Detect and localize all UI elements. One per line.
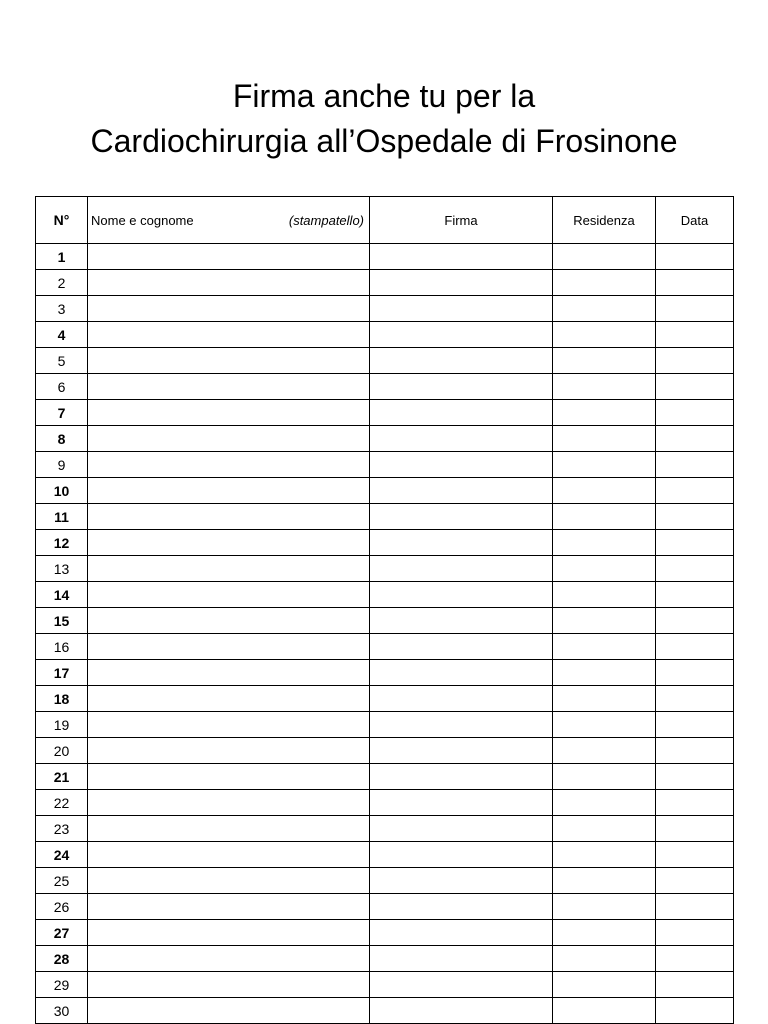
signature-cell[interactable]	[370, 478, 553, 504]
row-number: 20	[36, 738, 88, 764]
date-cell[interactable]	[656, 842, 734, 868]
table-row	[36, 608, 734, 634]
signature-cell[interactable]	[370, 868, 553, 894]
date-cell[interactable]	[656, 764, 734, 790]
date-cell[interactable]	[656, 556, 734, 582]
residence-cell[interactable]	[553, 842, 656, 868]
row-number: 2	[36, 270, 88, 296]
residence-cell[interactable]	[553, 946, 656, 972]
table-row	[36, 842, 734, 868]
date-cell[interactable]	[656, 946, 734, 972]
residence-cell[interactable]	[553, 530, 656, 556]
residence-cell[interactable]	[553, 608, 656, 634]
residence-cell[interactable]	[553, 270, 656, 296]
residence-cell[interactable]	[553, 374, 656, 400]
signature-cell[interactable]	[370, 556, 553, 582]
date-cell[interactable]	[656, 712, 734, 738]
table-row	[36, 348, 734, 374]
row-number: 25	[36, 868, 88, 894]
name-cell[interactable]	[88, 816, 370, 842]
table-row	[36, 400, 734, 426]
table-row	[36, 556, 734, 582]
row-number: 26	[36, 894, 88, 920]
name-cell[interactable]	[88, 426, 370, 452]
row-number: 10	[36, 478, 88, 504]
header-date: Data	[656, 197, 734, 244]
name-cell[interactable]	[88, 712, 370, 738]
signature-table	[35, 196, 734, 1024]
date-cell[interactable]	[656, 972, 734, 998]
date-cell[interactable]	[656, 296, 734, 322]
signature-cell[interactable]	[370, 244, 553, 270]
date-cell[interactable]	[656, 608, 734, 634]
table-row	[36, 712, 734, 738]
row-number: 1	[36, 244, 88, 270]
table-row	[36, 634, 734, 660]
table-row	[36, 868, 734, 894]
signature-cell[interactable]	[370, 790, 553, 816]
signature-cell[interactable]	[370, 348, 553, 374]
signature-cell[interactable]	[370, 400, 553, 426]
name-cell[interactable]	[88, 998, 370, 1024]
residence-cell[interactable]	[553, 504, 656, 530]
row-number: 17	[36, 660, 88, 686]
name-cell[interactable]	[88, 582, 370, 608]
table-row	[36, 920, 734, 946]
header-signature: Firma	[370, 197, 553, 244]
date-cell[interactable]	[656, 582, 734, 608]
residence-cell[interactable]	[553, 426, 656, 452]
signature-cell[interactable]	[370, 426, 553, 452]
residence-cell[interactable]	[553, 478, 656, 504]
table-row	[36, 972, 734, 998]
signature-cell[interactable]	[370, 270, 553, 296]
date-cell[interactable]	[656, 816, 734, 842]
name-cell[interactable]	[88, 296, 370, 322]
table-row	[36, 582, 734, 608]
table-row	[36, 816, 734, 842]
table-row	[36, 790, 734, 816]
date-cell[interactable]	[656, 790, 734, 816]
residence-cell[interactable]	[553, 634, 656, 660]
header-name-label: Nome e cognome	[91, 212, 194, 228]
table-row	[36, 686, 734, 712]
row-number: 14	[36, 582, 88, 608]
date-cell[interactable]	[656, 504, 734, 530]
name-cell[interactable]	[88, 400, 370, 426]
name-cell[interactable]	[88, 348, 370, 374]
table-row	[36, 296, 734, 322]
table-row	[36, 374, 734, 400]
table-header-row	[36, 197, 734, 244]
signature-cell[interactable]	[370, 686, 553, 712]
name-cell[interactable]	[88, 686, 370, 712]
name-cell[interactable]	[88, 842, 370, 868]
row-number: 8	[36, 426, 88, 452]
name-cell[interactable]	[88, 374, 370, 400]
residence-cell[interactable]	[553, 686, 656, 712]
residence-cell[interactable]	[553, 712, 656, 738]
table-row	[36, 894, 734, 920]
date-cell[interactable]	[656, 686, 734, 712]
table-row	[36, 998, 734, 1024]
name-cell[interactable]	[88, 660, 370, 686]
table-row	[36, 738, 734, 764]
row-number: 9	[36, 452, 88, 478]
page-title-line-2: Cardiochirurgia all’Ospedale di Frosinone	[90, 123, 678, 159]
signature-cell[interactable]	[370, 998, 553, 1024]
header-name	[88, 197, 370, 244]
date-cell[interactable]	[656, 400, 734, 426]
table-row	[36, 478, 734, 504]
name-cell[interactable]	[88, 452, 370, 478]
date-cell[interactable]	[656, 426, 734, 452]
signature-cell[interactable]	[370, 582, 553, 608]
date-cell[interactable]	[656, 998, 734, 1024]
signature-cell[interactable]	[370, 738, 553, 764]
table-row	[36, 322, 734, 348]
row-number: 4	[36, 322, 88, 348]
table-row	[36, 426, 734, 452]
table-row	[36, 504, 734, 530]
name-cell[interactable]	[88, 322, 370, 348]
residence-cell[interactable]	[553, 868, 656, 894]
date-cell[interactable]	[656, 634, 734, 660]
residence-cell[interactable]	[553, 452, 656, 478]
table-row	[36, 530, 734, 556]
signature-cell[interactable]	[370, 816, 553, 842]
row-number: 6	[36, 374, 88, 400]
residence-cell[interactable]	[553, 322, 656, 348]
signature-cell[interactable]	[370, 660, 553, 686]
row-number: 24	[36, 842, 88, 868]
row-number: 7	[36, 400, 88, 426]
table-row	[36, 660, 734, 686]
name-cell[interactable]	[88, 894, 370, 920]
name-cell[interactable]	[88, 556, 370, 582]
row-number: 5	[36, 348, 88, 374]
residence-cell[interactable]	[553, 660, 656, 686]
residence-cell[interactable]	[553, 244, 656, 270]
name-cell[interactable]	[88, 920, 370, 946]
residence-cell[interactable]	[553, 738, 656, 764]
residence-cell[interactable]	[553, 764, 656, 790]
residence-cell[interactable]	[553, 400, 656, 426]
date-cell[interactable]	[656, 660, 734, 686]
name-cell[interactable]	[88, 270, 370, 296]
row-number: 11	[36, 504, 88, 530]
row-number: 23	[36, 816, 88, 842]
date-cell[interactable]	[656, 894, 734, 920]
signature-cell[interactable]	[370, 920, 553, 946]
signature-cell[interactable]	[370, 452, 553, 478]
row-number: 22	[36, 790, 88, 816]
row-number: 13	[36, 556, 88, 582]
name-cell[interactable]	[88, 790, 370, 816]
signature-cell[interactable]	[370, 894, 553, 920]
name-cell[interactable]	[88, 504, 370, 530]
row-number: 12	[36, 530, 88, 556]
table-body	[36, 244, 734, 1024]
residence-cell[interactable]	[553, 920, 656, 946]
date-cell[interactable]	[656, 738, 734, 764]
table-row	[36, 270, 734, 296]
signature-cell[interactable]	[370, 972, 553, 998]
date-cell[interactable]	[656, 530, 734, 556]
name-cell[interactable]	[88, 764, 370, 790]
signature-cell[interactable]	[370, 712, 553, 738]
row-number: 15	[36, 608, 88, 634]
signature-cell[interactable]	[370, 322, 553, 348]
date-cell[interactable]	[656, 322, 734, 348]
name-cell[interactable]	[88, 530, 370, 556]
row-number: 16	[36, 634, 88, 660]
header-name-hint: (stampatello)	[288, 212, 364, 228]
signature-cell[interactable]	[370, 608, 553, 634]
table-row	[36, 452, 734, 478]
name-cell[interactable]	[88, 868, 370, 894]
date-cell[interactable]	[656, 270, 734, 296]
table-row	[36, 764, 734, 790]
residence-cell[interactable]	[553, 296, 656, 322]
signature-cell[interactable]	[370, 530, 553, 556]
signature-cell[interactable]	[370, 374, 553, 400]
header-number: N°	[36, 197, 88, 244]
row-number: 30	[36, 998, 88, 1024]
residence-cell[interactable]	[553, 972, 656, 998]
name-cell[interactable]	[88, 244, 370, 270]
residence-cell[interactable]	[553, 816, 656, 842]
name-cell[interactable]	[88, 608, 370, 634]
row-number: 28	[36, 946, 88, 972]
row-number: 18	[36, 686, 88, 712]
signature-cell[interactable]	[370, 764, 553, 790]
date-cell[interactable]	[656, 868, 734, 894]
residence-cell[interactable]	[553, 790, 656, 816]
header-residence: Residenza	[553, 197, 656, 244]
row-number: 29	[36, 972, 88, 998]
signature-cell[interactable]	[370, 296, 553, 322]
name-cell[interactable]	[88, 478, 370, 504]
date-cell[interactable]	[656, 452, 734, 478]
signature-cell[interactable]	[370, 842, 553, 868]
residence-cell[interactable]	[553, 556, 656, 582]
row-number: 27	[36, 920, 88, 946]
date-cell[interactable]	[656, 348, 734, 374]
name-cell[interactable]	[88, 634, 370, 660]
table-row	[36, 244, 734, 270]
signature-cell[interactable]	[370, 946, 553, 972]
residence-cell[interactable]	[553, 348, 656, 374]
residence-cell[interactable]	[553, 894, 656, 920]
row-number: 19	[36, 712, 88, 738]
date-cell[interactable]	[656, 478, 734, 504]
residence-cell[interactable]	[553, 998, 656, 1024]
name-cell[interactable]	[88, 946, 370, 972]
signature-cell[interactable]	[370, 634, 553, 660]
row-number: 3	[36, 296, 88, 322]
date-cell[interactable]	[656, 244, 734, 270]
name-cell[interactable]	[88, 738, 370, 764]
date-cell[interactable]	[656, 920, 734, 946]
signature-cell[interactable]	[370, 504, 553, 530]
residence-cell[interactable]	[553, 582, 656, 608]
page-title-line-1: Firma anche tu per la	[232, 78, 536, 114]
table-row	[36, 946, 734, 972]
date-cell[interactable]	[656, 374, 734, 400]
row-number: 21	[36, 764, 88, 790]
name-cell[interactable]	[88, 972, 370, 998]
